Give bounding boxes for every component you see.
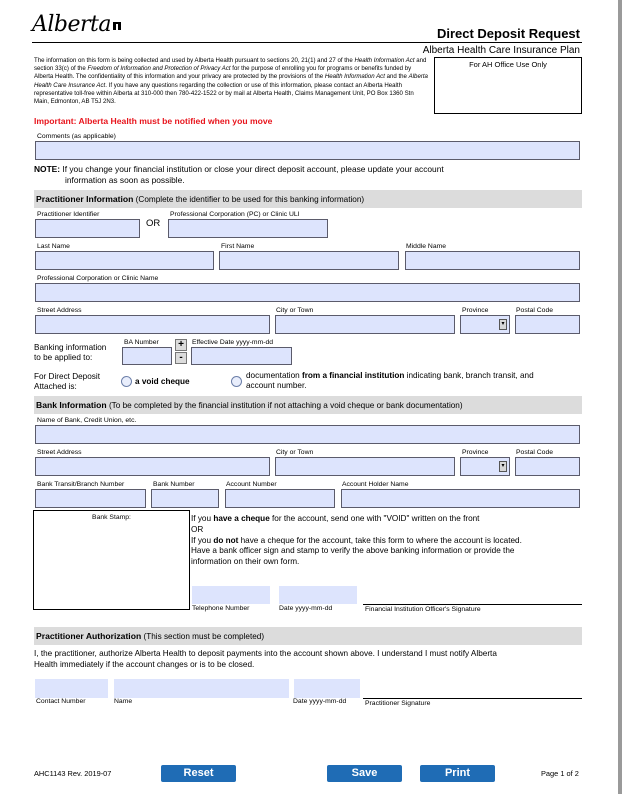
city-label: City or Town <box>276 307 314 314</box>
account-holder-input[interactable] <box>341 489 580 508</box>
effective-date-input[interactable] <box>191 347 292 365</box>
transit-branch-input[interactable] <box>35 489 146 508</box>
account-holder-label: Account Holder Name <box>342 481 409 488</box>
practitioner-date-label: Date yyyy-mm-dd <box>293 698 347 705</box>
bank-postal-code-label: Postal Code <box>516 449 554 456</box>
bank-city-label: City or Town <box>276 449 314 456</box>
page-indicator: Page 1 of 2 <box>541 769 579 778</box>
bank-postal-code-input[interactable] <box>515 457 580 476</box>
note-text: NOTE: If you change your financial institution or close your direct deposit account, please update your account information as soon as possible. <box>34 164 444 185</box>
authorization-text: I, the practitioner, authorize Alberta Health to deposit payments into the account shown above. I understand I must notify Alberta Health immediately if the account changes or is to be closed. <box>34 649 497 669</box>
save-button[interactable]: Save <box>327 765 402 782</box>
bank-date-input[interactable] <box>279 586 357 604</box>
form-title: Direct Deposit Request <box>436 26 580 41</box>
void-cheque-label: a void cheque <box>135 377 190 386</box>
pc-clinic-name-label: Professional Corporation or Clinic Name <box>37 275 159 282</box>
vertical-scrollbar[interactable] <box>618 0 622 794</box>
ba-number-input[interactable] <box>122 347 172 365</box>
add-ba-number-button[interactable]: + <box>175 339 187 351</box>
privacy-notice: The information on this form is being collected and used by Alberta Health pursuant to sections 20, 21(1) and 27 of the Health Information Act and section 33(c) of the Freedom of Information and Protection of Privacy Act for the purpose of enrolling you for programs or benefits funded by Alberta Health. The confidentiality of this information and your privacy are protected by the provisions of the Health Information Act and the Alberta Health Care Insurance Act. If you have any questions regarding the collection or use of this information, please contact an Alberta Health representative toll-free within Alberta at 310-000 then 780-422-1522 or by mail at Alberta Health, Claims Management Unit, PO Box 1360 Stn Main, Edmonton, AB T5J 2N3. <box>34 57 428 106</box>
documentation-label: documentation from a financial institution indicating bank, branch transit, and account number. <box>246 371 534 390</box>
first-name-label: First Name <box>221 243 255 250</box>
banking-applied-label: Banking information to be applied to: <box>34 343 107 362</box>
city-input[interactable] <box>275 315 455 334</box>
section-bank-information: Bank Information (To be completed by the financial institution if not attaching a void cheque or bank documentation) <box>34 396 582 414</box>
bank-name-input[interactable] <box>35 425 580 444</box>
remove-ba-number-button[interactable]: - <box>175 352 187 364</box>
form-id: AHC1143 Rev. 2019-07 <box>34 769 112 778</box>
practitioner-identifier-label: Practitioner Identifier <box>37 211 100 218</box>
bank-street-address-input[interactable] <box>35 457 270 476</box>
account-number-label: Account Number <box>226 481 277 488</box>
practitioner-identifier-input[interactable] <box>35 219 140 238</box>
reset-button[interactable]: Reset <box>161 765 236 782</box>
officer-signature-line <box>363 604 582 605</box>
alberta-logo-mark-icon <box>113 22 121 30</box>
header-divider <box>32 42 582 43</box>
pc-clinic-uli-input[interactable] <box>168 219 328 238</box>
middle-name-input[interactable] <box>405 251 580 270</box>
pc-clinic-name-input[interactable] <box>35 283 580 302</box>
or-label: OR <box>146 218 161 229</box>
practitioner-name-label: Name <box>114 698 133 705</box>
pc-clinic-uli-label: Professional Corporation (PC) or Clinic ULI <box>170 211 300 218</box>
bank-telephone-input[interactable] <box>192 586 270 604</box>
first-name-input[interactable] <box>219 251 399 270</box>
province-select[interactable] <box>460 315 510 334</box>
bank-province-label: Province <box>462 449 489 456</box>
practitioner-signature-label: Practitioner Signature <box>365 700 431 707</box>
postal-code-label: Postal Code <box>516 307 554 314</box>
transit-branch-label: Bank Transit/Branch Number <box>37 481 125 488</box>
practitioner-signature-line <box>363 698 582 699</box>
section-practitioner-information: Practitioner Information (Complete the identifier to be used for this banking information) <box>34 190 582 208</box>
bank-instructions: If you have a cheque for the account, send one with "VOID" written on the front OR If you do not have a cheque for the account, take this form to where the account is located. Have a bank officer sign and stamp to verify the above banking information or provide the information on their own form. <box>191 514 522 567</box>
street-address-input[interactable] <box>35 315 270 334</box>
chevron-down-icon[interactable]: ▾ <box>499 319 507 330</box>
middle-name-label: Middle Name <box>406 243 447 250</box>
print-button[interactable]: Print <box>420 765 495 782</box>
contact-number-input[interactable] <box>35 679 108 698</box>
bank-date-label: Date yyyy-mm-dd <box>279 605 333 612</box>
bank-city-input[interactable] <box>275 457 455 476</box>
last-name-label: Last Name <box>37 243 70 250</box>
postal-code-input[interactable] <box>515 315 580 334</box>
bank-street-address-label: Street Address <box>37 449 82 456</box>
street-address-label: Street Address <box>37 307 82 314</box>
bank-stamp-box <box>33 510 190 610</box>
chevron-down-icon[interactable]: ▾ <box>499 461 507 472</box>
effective-date-label: Effective Date yyyy-mm-dd <box>192 339 274 346</box>
important-notice: Important: Alberta Health must be notified when you move <box>34 116 273 126</box>
bank-number-label: Bank Number <box>153 481 195 488</box>
documentation-radio[interactable] <box>231 376 242 387</box>
comments-label: Comments (as applicable) <box>37 133 116 140</box>
contact-number-label: Contact Number <box>36 698 86 705</box>
bank-telephone-label: Telephone Number <box>192 605 250 612</box>
bank-province-select[interactable] <box>460 457 510 476</box>
officer-signature-label: Financial Institution Officer's Signature <box>365 606 481 613</box>
bank-name-label: Name of Bank, Credit Union, etc. <box>37 417 137 424</box>
account-number-input[interactable] <box>225 489 335 508</box>
attached-label: For Direct Deposit Attached is: <box>34 372 100 391</box>
comments-input[interactable] <box>35 141 580 160</box>
form-subtitle: Alberta Health Care Insurance Plan <box>422 45 580 56</box>
bank-stamp-label: Bank Stamp: <box>92 514 131 521</box>
ba-number-label: BA Number <box>124 339 159 346</box>
practitioner-date-input[interactable] <box>294 679 360 698</box>
office-use-box: For AH Office Use Only <box>434 57 582 114</box>
section-practitioner-authorization: Practitioner Authorization (This section must be completed) <box>34 627 582 645</box>
province-label: Province <box>462 307 489 314</box>
alberta-logo: Alberta <box>32 12 121 38</box>
last-name-input[interactable] <box>35 251 214 270</box>
bank-number-input[interactable] <box>151 489 219 508</box>
practitioner-name-input[interactable] <box>114 679 289 698</box>
void-cheque-radio[interactable] <box>121 376 132 387</box>
